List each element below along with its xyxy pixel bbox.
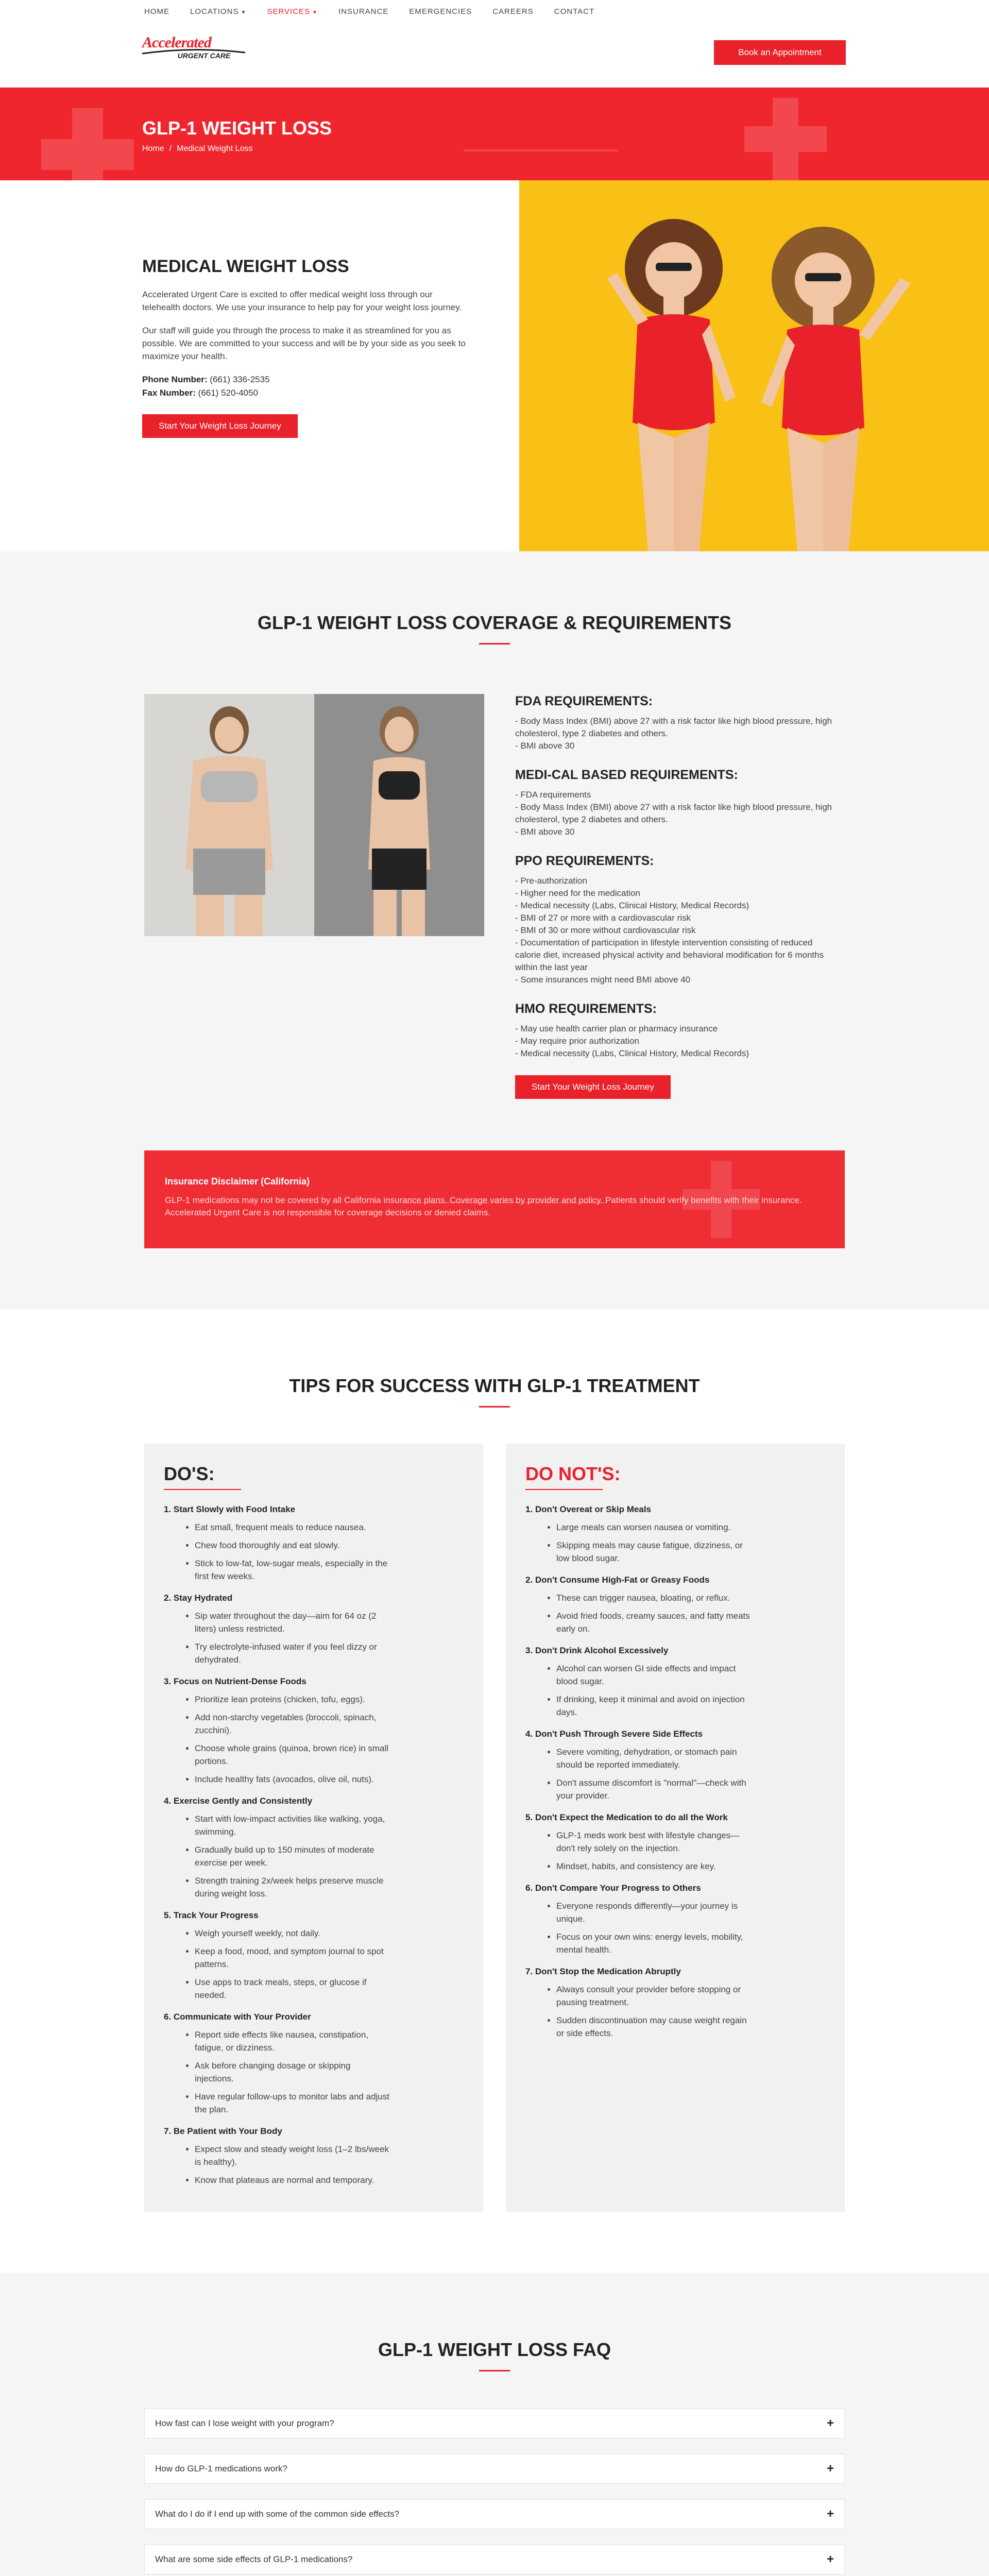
- list-item: • Avoid fried foods, creamy sauces, and fatty meats early on.: [556, 1609, 752, 1635]
- nav-locations-label: LOCATIONS: [190, 7, 239, 16]
- plus-icon[interactable]: +: [826, 2507, 834, 2521]
- breadcrumb-separator: /: [169, 144, 172, 153]
- fda-body: - Body Mass Index (BMI) above 27 with a risk factor like high blood pressure, high cholesterol, type 2 diabetes and others. - BMI above 30: [515, 716, 832, 751]
- faq-question: How do GLP-1 medications work?: [155, 2464, 288, 2473]
- after-photo: [314, 694, 484, 936]
- dos-item: [164, 2012, 464, 2116]
- intro-section: [0, 180, 989, 551]
- list-item: • Know that plateaus are normal and temporary.: [195, 2174, 390, 2187]
- title-underline: [479, 2370, 510, 2371]
- logo-subtext: URGENT CARE: [177, 52, 231, 60]
- list-item: • Large meals can worsen nausea or vomiting.: [556, 1521, 752, 1534]
- hero-illustration: [519, 180, 989, 551]
- dos-item: [164, 2126, 464, 2187]
- list-item: • Stick to low-fat, low-sugar meals, especially in the first few weeks.: [195, 1557, 390, 1583]
- nav-insurance[interactable]: INSURANCE: [338, 7, 389, 16]
- medical-heading: MEDI-CAL BASED REQUIREMENTS:: [515, 768, 738, 782]
- dos-item: [164, 1796, 464, 1900]
- hmo-body: - May use health carrier plan or pharmacy insurance - May require prior authorization - Medical necessity (Labs, Clinical History, Medical Records): [515, 1024, 749, 1058]
- list-item: • Use apps to track meals, steps, or glucose if needed.: [195, 1976, 390, 2002]
- dos-item: [164, 1593, 464, 1666]
- faq-item[interactable]: [144, 2499, 845, 2529]
- donts-bullets: [556, 1591, 825, 1635]
- donts-item: [525, 1729, 825, 1802]
- donts-bullets: [556, 1662, 825, 1719]
- donts-item: [525, 1812, 825, 1873]
- list-item: • Have regular follow-ups to monitor labs and adjust the plan.: [195, 2090, 390, 2116]
- page-title: GLP-1 WEIGHT LOSS: [142, 117, 332, 139]
- list-item: • Everyone responds differently—your journey is unique.: [556, 1900, 752, 1925]
- list-item: • Mindset, habits, and consistency are key.: [556, 1860, 752, 1873]
- donts-column: [506, 1444, 845, 2212]
- medical-body: - FDA requirements - Body Mass Index (BMI) above 27 with a risk factor like high blood pressure, high cholesterol, type 2 diabetes and others. - BMI above 30: [515, 790, 832, 837]
- phone-label: Phone Number:: [142, 375, 208, 384]
- faq-item[interactable]: [144, 2454, 845, 2484]
- list-item: • Ask before changing dosage or skipping injections.: [195, 2059, 390, 2085]
- list-item: • Eat small, frequent meals to reduce nausea.: [195, 1521, 390, 1534]
- hero-image: [519, 180, 989, 551]
- faq-question: What do I do if I end up with some of the common side effects?: [155, 2509, 400, 2519]
- list-item: • These can trigger nausea, bloating, or reflux.: [556, 1591, 752, 1604]
- ppo-heading: PPO REQUIREMENTS:: [515, 854, 654, 868]
- donts-bullets: [556, 1900, 825, 1956]
- intro-paragraph-2: Our staff will guide you through the process to make it as streamlined for you as possible. We are committed to your success and will be by your side as you seek to maximize your health.: [142, 326, 466, 361]
- donts-bullets: [556, 1829, 825, 1873]
- donts-bullets: [556, 1521, 825, 1565]
- dos-heading: 7. Be Patient with Your Body: [164, 2126, 282, 2136]
- list-item: • Sudden discontinuation may cause weight regain or side effects.: [556, 2014, 752, 2040]
- fda-heading: FDA REQUIREMENTS:: [515, 694, 653, 708]
- faq-section: [0, 2273, 989, 2576]
- faq-question: How fast can I lose weight with your program?: [155, 2418, 334, 2428]
- faq-item[interactable]: [144, 2409, 845, 2438]
- column-underline: [525, 1489, 603, 1490]
- dos-column: [144, 1444, 483, 2212]
- coverage-title: GLP-1 WEIGHT LOSS COVERAGE & REQUIREMENTS: [257, 612, 732, 633]
- title-underline: [479, 643, 510, 645]
- fax-number: (661) 520-4050: [198, 388, 258, 398]
- chevron-down-icon: ▼: [241, 10, 247, 15]
- list-item: • Expect slow and steady weight loss (1–2 lbs/week is healthy).: [195, 2143, 390, 2168]
- list-item: • Add non-starchy vegetables (broccoli, spinach, zucchini).: [195, 1711, 390, 1737]
- list-item: • Don't assume discomfort is "normal"—check with your provider.: [556, 1776, 752, 1802]
- intro-contact: [142, 373, 472, 400]
- tips-section: [0, 1309, 989, 2273]
- fax-label: Fax Number:: [142, 388, 196, 398]
- donts-heading: 7. Don't Stop the Medication Abruptly: [525, 1967, 681, 1976]
- list-item: • Chew food thoroughly and eat slowly.: [195, 1539, 390, 1552]
- donts-heading: 1. Don't Overeat or Skip Meals: [525, 1504, 652, 1514]
- logo-swoosh-icon: [142, 48, 245, 56]
- list-item: • Always consult your provider before stopping or pausing treatment.: [556, 1983, 752, 2009]
- chevron-down-icon: ▼: [312, 10, 318, 15]
- main-nav: [144, 7, 594, 16]
- donts-heading: 6. Don't Compare Your Progress to Others: [525, 1883, 701, 1893]
- disclaimer-title: Insurance Disclaimer (California): [165, 1176, 310, 1187]
- dos-bullets: [195, 1693, 464, 1786]
- donts-heading: 5. Don't Expect the Medication to do all the Work: [525, 1812, 728, 1822]
- donts-heading: 4. Don't Push Through Severe Side Effects: [525, 1729, 703, 1739]
- nav-careers[interactable]: CAREERS: [492, 7, 534, 16]
- tips-title: TIPS FOR SUCCESS WITH GLP-1 TREATMENT: [289, 1375, 700, 1396]
- nav-home[interactable]: HOME: [144, 7, 169, 16]
- list-item: • Focus on your own wins: energy levels, mobility, mental health.: [556, 1930, 752, 1956]
- nav-emergencies[interactable]: EMERGENCIES: [409, 7, 472, 16]
- list-item: • GLP-1 meds work best with lifestyle changes—don't rely solely on the injection.: [556, 1829, 752, 1855]
- site-header: [0, 0, 989, 88]
- donts-item: [525, 1575, 825, 1635]
- dos-item: [164, 1504, 464, 1583]
- plus-icon[interactable]: +: [826, 2552, 834, 2566]
- donts-item: [525, 1967, 825, 2040]
- intro-paragraph-1: Accelerated Urgent Care is excited to offer medical weight loss through our telehealth doctors. We use your insurance to help pay for your weight loss journey.: [142, 290, 462, 312]
- nav-contact[interactable]: CONTACT: [554, 7, 595, 16]
- nav-locations[interactable]: [190, 7, 246, 16]
- dos-heading: 1. Start Slowly with Food Intake: [164, 1504, 296, 1514]
- before-after-image: [144, 694, 484, 936]
- column-underline: [164, 1489, 241, 1490]
- list-item: • Choose whole grains (quinoa, brown rice) in small portions.: [195, 1742, 390, 1768]
- dos-bullets: [195, 1521, 464, 1583]
- before-photo: [144, 694, 314, 936]
- donts-item: [525, 1504, 825, 1565]
- book-appointment-button[interactable]: Book an Appointment: [714, 40, 846, 65]
- intro-title: MEDICAL WEIGHT LOSS: [142, 257, 349, 276]
- breadcrumb: [142, 144, 252, 154]
- page-banner: [0, 88, 989, 180]
- dos-heading: 4. Exercise Gently and Consistently: [164, 1796, 313, 1806]
- logo-text: Accelerated: [142, 34, 211, 51]
- list-item: • Alcohol can worsen GI side effects and impact blood sugar.: [556, 1662, 752, 1688]
- donts-item: [525, 1883, 825, 1956]
- disclaimer-body: GLP-1 medications may not be covered by all California insurance plans. Coverage varies by provider and policy. Patients should verify benefits with their insurance. Accelerated Urgent Care is not responsible for coverage decisions or denied claims.: [165, 1195, 802, 1217]
- dos-title: DO'S:: [164, 1463, 215, 1484]
- donts-item: [525, 1646, 825, 1719]
- list-item: • Report side effects like nausea, constipation, fatigue, or dizziness.: [195, 2028, 390, 2054]
- list-item: • Prioritize lean proteins (chicken, tofu, eggs).: [195, 1693, 390, 1706]
- faq-item[interactable]: [144, 2545, 845, 2574]
- start-journey-button-2[interactable]: Start Your Weight Loss Journey: [515, 1075, 671, 1099]
- coverage-section: [0, 551, 989, 1309]
- dos-bullets: [195, 1812, 464, 1900]
- donts-bullets: [556, 1745, 825, 1802]
- list-item: • Include healthy fats (avocados, olive oil, nuts).: [195, 1773, 390, 1786]
- faq-title: GLP-1 WEIGHT LOSS FAQ: [378, 2339, 611, 2360]
- dos-heading: 2. Stay Hydrated: [164, 1593, 233, 1603]
- dos-bullets: [195, 1609, 464, 1666]
- breadcrumb-current: Medical Weight Loss: [177, 144, 253, 153]
- donts-heading: 2. Don't Consume High-Fat or Greasy Foods: [525, 1575, 710, 1585]
- dos-list: [164, 1504, 464, 2187]
- list-item: • Strength training 2x/week helps preserve muscle during weight loss.: [195, 1874, 390, 1900]
- ppo-body: - Pre-authorization - Higher need for the medication - Medical necessity (Labs, Clinical History, Medical Records) - BMI of 27 or more with a cardiovascular risk - BMI of 30 or more without cardiovascular risk - Documentation of participation in lifestyle intervention consisting of reduced calorie diet, increased physical activity and behavioral modification for 6 months within the last year - Some insurances might need BMI above 40: [515, 876, 824, 985]
- list-item: • Weigh yourself weekly, not daily.: [195, 1927, 390, 1940]
- dos-bullets: [195, 2028, 464, 2116]
- faq-list: [144, 2409, 845, 2576]
- donts-title: DO NOT'S:: [525, 1463, 621, 1484]
- insurance-disclaimer: [144, 1150, 845, 1248]
- list-item: • Gradually build up to 150 minutes of moderate exercise per week.: [195, 1843, 390, 1869]
- nav-services[interactable]: [267, 7, 318, 16]
- phone-number[interactable]: (661) 336-2535: [210, 375, 270, 384]
- dos-heading: 6. Communicate with Your Provider: [164, 2012, 311, 2022]
- list-item: • Sip water throughout the day—aim for 64 oz (2 liters) unless restricted.: [195, 1609, 390, 1635]
- intro-text-panel: [0, 180, 519, 551]
- list-item: • Start with low-impact activities like walking, yoga, swimming.: [195, 1812, 390, 1838]
- faq-question: What are some side effects of GLP-1 medications?: [155, 2554, 353, 2564]
- donts-heading: 3. Don't Drink Alcohol Excessively: [525, 1646, 669, 1655]
- start-journey-button[interactable]: Start Your Weight Loss Journey: [142, 414, 298, 438]
- dos-bullets: [195, 2143, 464, 2187]
- hmo-heading: HMO REQUIREMENTS:: [515, 1002, 657, 1016]
- requirements-list: [515, 694, 845, 1099]
- list-item: • If drinking, keep it minimal and avoid on injection days.: [556, 1693, 752, 1719]
- breadcrumb-home[interactable]: Home: [142, 144, 164, 153]
- dos-item: [164, 1676, 464, 1786]
- dos-heading: 3. Focus on Nutrient-Dense Foods: [164, 1676, 306, 1686]
- donts-list: [525, 1504, 825, 2040]
- dos-heading: 5. Track Your Progress: [164, 1910, 259, 1920]
- list-item: • Keep a food, mood, and symptom journal to spot patterns.: [195, 1945, 390, 1971]
- plus-icon[interactable]: +: [826, 2416, 834, 2430]
- site-logo[interactable]: [142, 34, 245, 65]
- list-item: • Skipping meals may cause fatigue, dizziness, or low blood sugar.: [556, 1539, 752, 1565]
- list-item: • Severe vomiting, dehydration, or stomach pain should be reported immediately.: [556, 1745, 752, 1771]
- nav-services-label: SERVICES: [267, 7, 311, 16]
- donts-bullets: [556, 1983, 825, 2040]
- list-item: • Try electrolyte-infused water if you feel dizzy or dehydrated.: [195, 1640, 390, 1666]
- dos-bullets: [195, 1927, 464, 2002]
- plus-icon[interactable]: +: [826, 2462, 834, 2476]
- title-underline: [479, 1406, 510, 1408]
- dos-item: [164, 1910, 464, 2002]
